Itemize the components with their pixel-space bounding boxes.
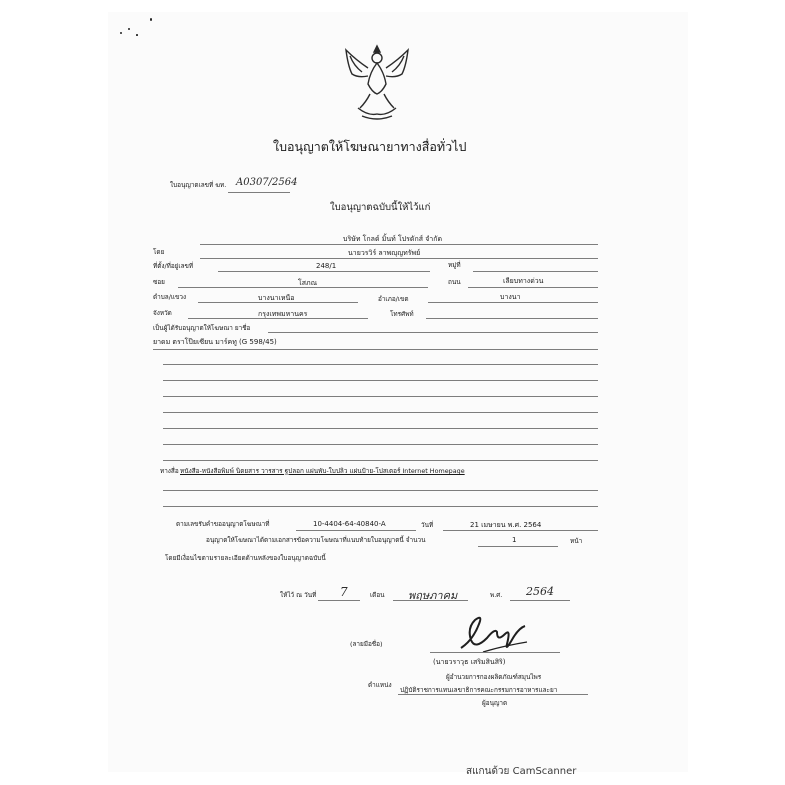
- scan-speck: [120, 32, 122, 34]
- divider: [188, 318, 368, 319]
- request-number: 10-4404-64-40840-A: [313, 520, 386, 528]
- divider: [473, 271, 598, 272]
- blank-line: [163, 380, 598, 381]
- divider: [430, 652, 560, 653]
- divider: [228, 192, 290, 193]
- by-label: โดย: [153, 248, 165, 256]
- request-label: ตามเลขรับคำขออนุญาตโฆษณาที่: [176, 520, 270, 528]
- road-label: ถนน: [448, 278, 461, 286]
- district-label: อำเภอ/เขต: [378, 295, 409, 303]
- given-label: ให้ไว้ ณ วันที่: [280, 591, 317, 599]
- blank-line: [163, 444, 598, 445]
- soi-value: โสภณ: [298, 279, 318, 287]
- approve-line: อนุญาตให้โฆษณาได้ตามเอกสารข้อความโฆษณาที่แนบท้ายใบอนุญาตนี้ จำนวน: [206, 536, 426, 544]
- scan-speck: [136, 34, 138, 36]
- district-value: บางนา: [500, 293, 521, 301]
- be-label: พ.ศ.: [490, 591, 503, 599]
- signature-icon: [453, 610, 533, 658]
- phone-label: โทรศัพท์: [390, 310, 414, 318]
- license-document: [108, 12, 688, 772]
- address-value: 248/1: [316, 262, 337, 270]
- province-label: จังหวัด: [153, 309, 172, 317]
- position-2: ปฏิบัติราชการแทนเลขาธิการคณะกรรมการอาหารและยา: [400, 686, 558, 694]
- blank-line: [163, 460, 598, 461]
- by-value: นายวรวิร์ ลาพญุญทรัพย์: [348, 249, 421, 257]
- divider: [393, 600, 468, 601]
- given-day: 7: [340, 585, 348, 599]
- media-value: หนังสือ-หนังสือพิมพ์ นิตยสาร วารสาร ฐปลอก แผ่นพับ-ใบปลิว แผ่นป้าย-โปสเตอร์ Internet Homepage: [180, 467, 465, 475]
- moo-label: หมู่ที่: [448, 261, 461, 269]
- signer-name: (นายวราวุธ เสริมสินสิริ): [433, 658, 506, 666]
- request-date-label: วันที่: [421, 521, 434, 529]
- blank-line: [163, 428, 598, 429]
- blank-line: [163, 490, 598, 491]
- document-title: ใบอนุญาตให้โฆษณายาทางสื่อทั่วไป: [273, 139, 467, 154]
- blank-line: [163, 506, 598, 507]
- given-year: 2564: [526, 585, 554, 598]
- license-number-value: A0307/2564: [236, 177, 298, 188]
- soi-label: ซอย: [153, 278, 165, 286]
- scan-speck: [128, 28, 130, 30]
- media-label: ทางสื่อ: [160, 467, 179, 475]
- subdistrict-label: ตำบล/แขวง: [153, 293, 187, 301]
- given-month: พฤษภาคม: [408, 589, 458, 602]
- address-label: ที่ตั้ง/ที่อยู่เลขที่: [153, 262, 194, 270]
- document-subtitle: ใบอนุญาตฉบับนี้ให้ไว้แก่: [330, 202, 431, 213]
- divider: [296, 530, 416, 531]
- position-1: ผู้อำนวยการกองผลิตภัณฑ์สมุนไพร: [446, 673, 542, 681]
- company-name: บริษัท โกลด์ มิ้นท์ โปรดักส์ จำกัด: [343, 235, 443, 243]
- condition-line: โดยมีเงื่อนไขตามรายละเอียดด้านหลังของใบอนุญาตฉบับนี้: [165, 554, 326, 562]
- province-value: กรุงเทพมหานคร: [258, 310, 308, 318]
- divider: [200, 244, 598, 245]
- subdistrict-value: บางนาเหนือ: [258, 294, 295, 302]
- divider: [468, 287, 598, 288]
- licensee-line: เป็นผู้ได้รับอนุญาตให้โฆษณา ยาชื่อ: [153, 324, 251, 332]
- pages-value: 1: [512, 536, 517, 544]
- garuda-emblem-icon: [338, 42, 416, 122]
- blank-line: [163, 364, 598, 365]
- divider: [268, 332, 598, 333]
- divider: [428, 302, 598, 303]
- request-date: 21 เมษายน พ.ศ. 2564: [470, 521, 542, 529]
- divider: [153, 349, 598, 350]
- license-number-label: ใบอนุญาตเลขที่ ฆท.: [170, 181, 227, 189]
- position-label: ตำแหน่ง: [368, 681, 392, 689]
- camscanner-footer: สแกนด้วย CamScanner: [466, 766, 577, 777]
- divider: [200, 258, 598, 259]
- divider: [318, 600, 360, 601]
- position-3: ผู้อนุญาต: [482, 699, 508, 707]
- scan-speck: [150, 18, 152, 21]
- month-label: เดือน: [370, 591, 385, 599]
- signature-label: (ลายมือชื่อ): [350, 640, 383, 648]
- divider: [510, 600, 570, 601]
- drug-name: ยาดม ตราโป๊ยเซียน มาร์คทู (G 598/45): [153, 338, 277, 346]
- blank-line: [163, 412, 598, 413]
- divider: [478, 546, 558, 547]
- road-value: เลียบทางด่วน: [503, 277, 544, 285]
- divider: [426, 318, 598, 319]
- pages-unit: หน้า: [570, 537, 583, 545]
- divider: [198, 302, 358, 303]
- divider: [398, 694, 588, 695]
- divider: [443, 530, 598, 531]
- blank-line: [163, 396, 598, 397]
- divider: [178, 287, 428, 288]
- divider: [218, 271, 430, 272]
